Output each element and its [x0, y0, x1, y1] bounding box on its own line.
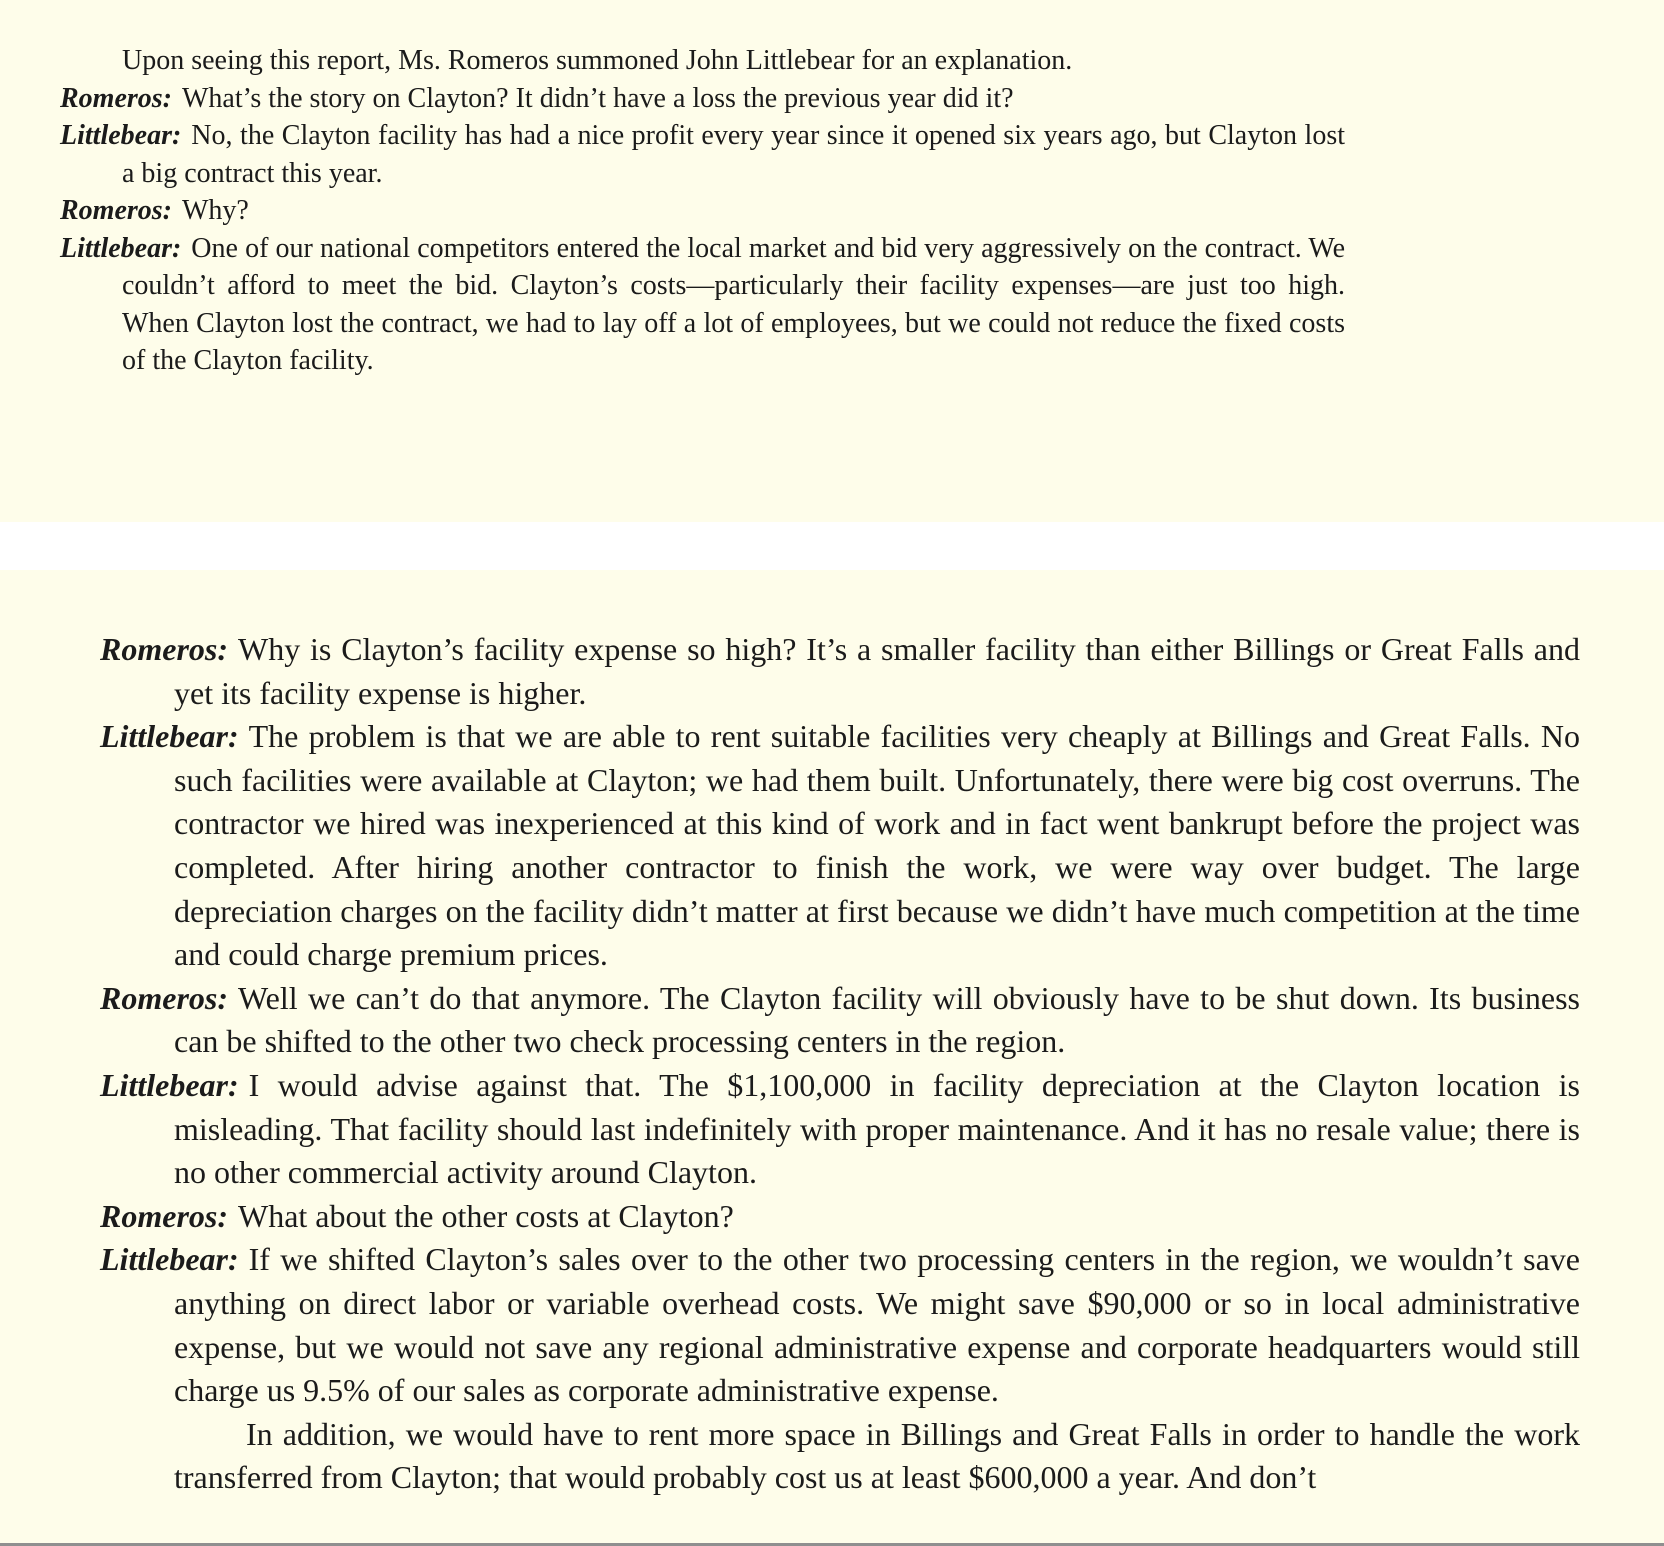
dialogue-turn	[100, 1195, 1580, 1239]
dialogue-text: I would advise against that. The $1,100,000 in facility depreciation at the Clayton location is misleading. That facility should last indefinitely with proper maintenance. And it has no resale value; there is no other commercial activity around Clayton.	[174, 1066, 1580, 1191]
dialogue-text: The problem is that we are able to rent suitable facilities very cheaply at Billings and Great Falls. No such facilities were available at Clayton; we had them built. Unfortunately, there were big cost overruns. The contractor we hired was inexperienced at this kind of work and in fact went bankrupt before the project was completed. After hiring another contractor to finish the work, we were way over budget. The large depreciation charges on the facility didn’t matter at first because we didn’t have much competition at the time and could charge premium prices.	[174, 718, 1580, 973]
dialogue-text: What about the other costs at Clayton?	[238, 1197, 734, 1234]
dialogue-turn	[100, 715, 1580, 977]
dialogue-turn	[60, 192, 1345, 230]
dialogue-text: Why is Clayton’s facility expense so high? It’s a smaller facility than either Billings or Great Falls and yet its facility expense is higher.	[174, 631, 1580, 711]
speaker-label: Littlebear:	[60, 232, 182, 264]
bottom-page-panel	[0, 570, 1664, 1546]
speaker-label: Romeros:	[60, 195, 172, 226]
speaker-label: Littlebear:	[100, 1066, 239, 1103]
continuation-paragraph: In addition, we would have to rent more space in Billings and Great Falls in order to handle the work transferred from Clayton; that would probably cost us at least $600,000 a year. And don’t	[174, 1415, 1580, 1496]
dialogue-turn	[100, 977, 1580, 1064]
dialogue-turn	[60, 80, 1345, 118]
intro-paragraph: Upon seeing this report, Ms. Romeros summoned John Littlebear for an explanation.	[122, 45, 1073, 76]
dialogue-text: One of our national competitors entered the local market and bid very aggressively on the contract. We couldn’t afford to meet the bid. Clayton’s costs—particularly their facility expenses—are just too high. When Clayton lost the contract, we had to lay off a lot of employees, but we could not reduce the fixed costs of the Clayton facility.	[122, 232, 1345, 376]
dialogue-text: Why?	[182, 195, 249, 226]
dialogue-turn	[100, 1064, 1580, 1195]
speaker-label: Littlebear:	[100, 718, 239, 755]
top-text-block	[60, 42, 1345, 380]
dialogue-turn	[60, 230, 1345, 380]
dialogue-turn	[60, 117, 1345, 192]
dialogue-text: Well we can’t do that anymore. The Clayton facility will obviously have to be shut down. Its business can be shifted to the other two check processing centers in the region.	[174, 979, 1580, 1060]
dialogue-turn	[100, 628, 1580, 715]
dialogue-turn	[100, 1238, 1580, 1412]
speaker-label: Littlebear:	[60, 120, 182, 151]
speaker-label: Romeros:	[100, 631, 228, 667]
dialogue-text: What’s the story on Clayton? It didn’t have a loss the previous year did it?	[182, 82, 1014, 114]
top-page-panel	[0, 0, 1664, 522]
dialogue-text: If we shifted Clayton’s sales over to the other two processing centers in the region, we wouldn’t save anything on direct labor or variable overhead costs. We might save $90,000 or so in local administrative expense, but we would not save any regional administrative expense and corporate headquarters would still charge us 9.5% of our sales as corporate administrative expense.	[174, 1241, 1580, 1409]
speaker-label: Romeros:	[100, 1197, 228, 1234]
speaker-label: Littlebear:	[100, 1241, 239, 1278]
speaker-label: Romeros:	[100, 979, 228, 1016]
dialogue-text: No, the Clayton facility has had a nice profit every year since it opened six years ago, but Clayton lost a big contract this year.	[122, 120, 1345, 189]
speaker-label: Romeros:	[60, 82, 172, 114]
bottom-text-block	[100, 628, 1580, 1500]
